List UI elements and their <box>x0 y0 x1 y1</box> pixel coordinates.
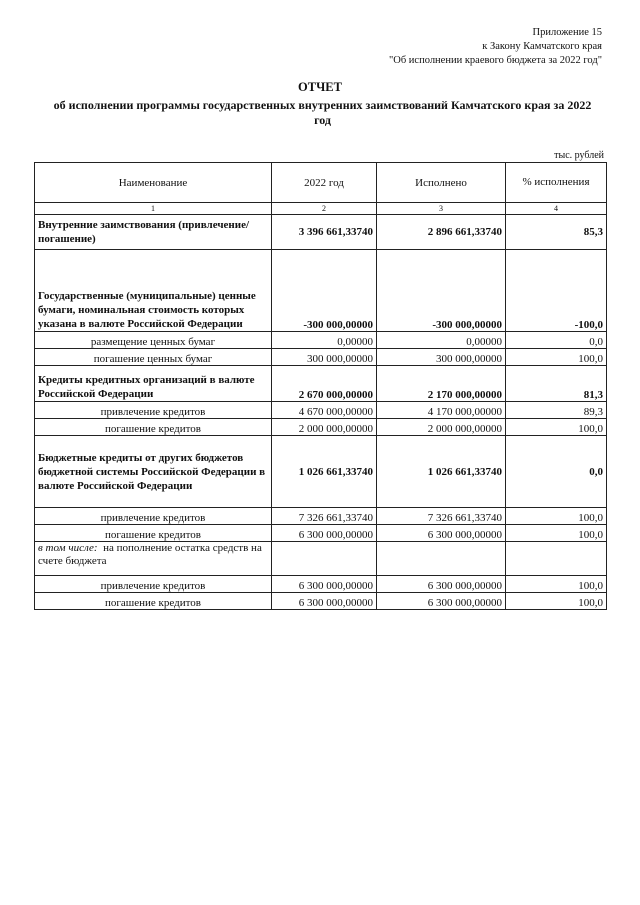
row-plan: 7 326 661,33740 <box>272 508 377 525</box>
document-subtitle: об исполнении программы государственных внутренних заимствований Камчатского края за 2022 год <box>53 98 592 127</box>
row-name: привлечение кредитов <box>35 402 272 419</box>
row-fact: 300 000,00000 <box>377 349 506 366</box>
header-name: Наименование <box>35 163 272 203</box>
appendix-line: "Об исполнении краевого бюджета за 2022 год" <box>388 55 602 66</box>
row-percent: 85,3 <box>506 215 607 250</box>
row-name: Кредиты кредитных организаций в валюте Российской Федерации <box>35 366 272 402</box>
row-fact: 2 000 000,00000 <box>377 419 506 436</box>
row-percent: 81,3 <box>506 366 607 402</box>
header-year: 2022 год <box>272 163 377 203</box>
row-plan: 6 300 000,00000 <box>272 525 377 542</box>
row-name: Государственные (муниципальные) ценные бумаги, номинальная стоимость которых указана в валюте Российской Федерации <box>35 250 272 332</box>
row-plan <box>272 542 377 576</box>
row-name: погашение ценных бумаг <box>35 349 272 366</box>
row-fact: 2 170 000,00000 <box>377 366 506 402</box>
row-percent <box>506 542 607 576</box>
table-row <box>35 508 607 525</box>
table-row <box>35 366 607 402</box>
column-index: 4 <box>506 203 607 215</box>
row-name: Бюджетные кредиты от других бюджетов бюджетной системы Российской Федерации в валюте Российской Федерации <box>35 436 272 508</box>
table-row <box>35 402 607 419</box>
row-name: привлечение кредитов <box>35 508 272 525</box>
row-fact: 2 896 661,33740 <box>377 215 506 250</box>
row-fact: 0,00000 <box>377 332 506 349</box>
row-name: размещение ценных бумаг <box>35 332 272 349</box>
table-row <box>35 349 607 366</box>
table-header-row <box>35 163 607 203</box>
row-name: привлечение кредитов <box>35 576 272 593</box>
row-name-prefix: в том числе: <box>38 542 98 554</box>
row-plan: 1 026 661,33740 <box>272 436 377 508</box>
row-name: Внутренние заимствования (привлечение/погашение) <box>35 215 272 250</box>
row-plan: 6 300 000,00000 <box>272 576 377 593</box>
row-percent: -100,0 <box>506 250 607 332</box>
row-name: погашение кредитов <box>35 525 272 542</box>
row-percent: 100,0 <box>506 508 607 525</box>
table-row <box>35 525 607 542</box>
row-percent: 100,0 <box>506 525 607 542</box>
row-fact: 1 026 661,33740 <box>377 436 506 508</box>
row-percent: 89,3 <box>506 402 607 419</box>
row-plan: -300 000,00000 <box>272 250 377 332</box>
table-row <box>35 419 607 436</box>
row-percent: 0,0 <box>506 332 607 349</box>
row-fact: 6 300 000,00000 <box>377 593 506 610</box>
row-plan: 4 670 000,00000 <box>272 402 377 419</box>
column-index-row <box>35 203 607 215</box>
borrowing-report-table <box>34 162 607 610</box>
row-plan: 2 000 000,00000 <box>272 419 377 436</box>
row-percent: 100,0 <box>506 593 607 610</box>
row-plan: 0,00000 <box>272 332 377 349</box>
appendix-line: к Закону Камчатского края <box>482 41 602 52</box>
table-row <box>35 215 607 250</box>
column-index: 1 <box>35 203 272 215</box>
header-percent: % исполнения <box>506 163 607 203</box>
row-name-text: на пополнение остатка средств на счете бюджета <box>38 542 262 567</box>
row-fact: 6 300 000,00000 <box>377 525 506 542</box>
column-index: 3 <box>377 203 506 215</box>
row-percent: 0,0 <box>506 436 607 508</box>
table-row <box>35 250 607 332</box>
row-fact: -300 000,00000 <box>377 250 506 332</box>
row-percent: 100,0 <box>506 419 607 436</box>
row-plan: 3 396 661,33740 <box>272 215 377 250</box>
row-name <box>35 542 272 576</box>
table-row <box>35 332 607 349</box>
appendix-line: Приложение 15 <box>532 27 602 38</box>
table-row <box>35 593 607 610</box>
header-done: Исполнено <box>377 163 506 203</box>
table-row <box>35 542 607 576</box>
row-percent: 100,0 <box>506 349 607 366</box>
document-title: ОТЧЕТ <box>298 80 342 94</box>
row-fact: 4 170 000,00000 <box>377 402 506 419</box>
column-index: 2 <box>272 203 377 215</box>
table-row <box>35 436 607 508</box>
row-fact <box>377 542 506 576</box>
units-label: тыс. рублей <box>554 150 604 161</box>
appendix-note <box>389 26 602 68</box>
row-plan: 300 000,00000 <box>272 349 377 366</box>
row-name: погашение кредитов <box>35 419 272 436</box>
row-name: погашение кредитов <box>35 593 272 610</box>
row-plan: 6 300 000,00000 <box>272 593 377 610</box>
row-percent: 100,0 <box>506 576 607 593</box>
row-plan: 2 670 000,00000 <box>272 366 377 402</box>
row-fact: 6 300 000,00000 <box>377 576 506 593</box>
row-fact: 7 326 661,33740 <box>377 508 506 525</box>
table-row <box>35 576 607 593</box>
